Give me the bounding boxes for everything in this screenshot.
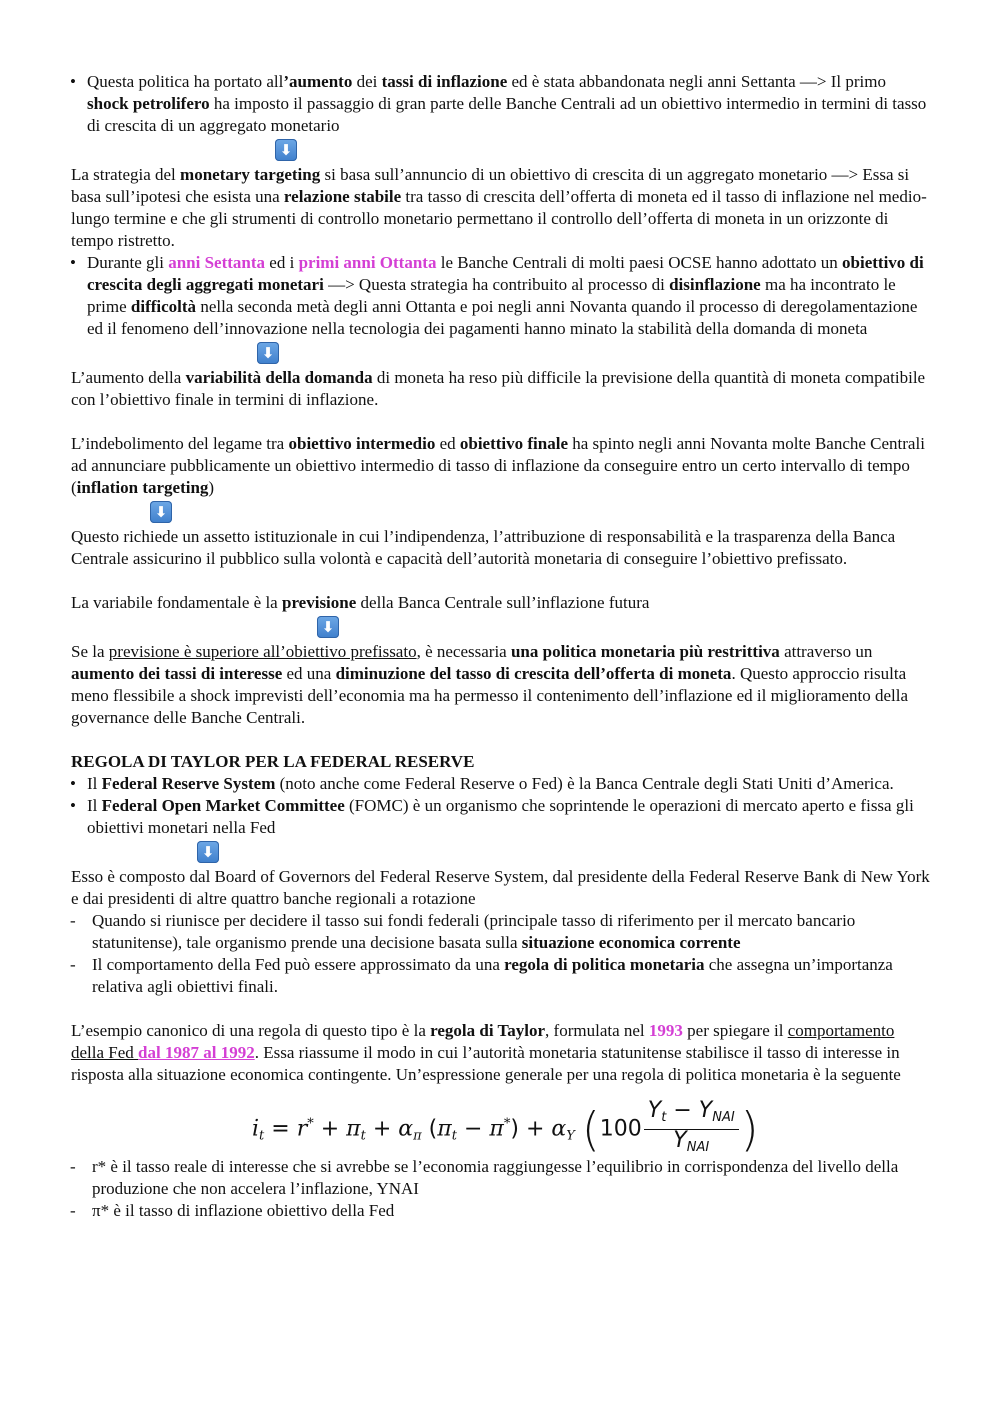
down-arrow-icon: ⬇ [257, 342, 279, 364]
text: ha imposto il passaggio di gran parte delle Banche Centrali ad un obiettivo intermedio in termini di tasso di crescita di un aggregato monetario [87, 94, 927, 135]
bold-text: difficoltà [130, 297, 197, 316]
bold-text: previsione [281, 593, 357, 612]
dash-marker: - [70, 1201, 76, 1220]
bold-text: una politica monetaria più restrittiva [510, 642, 780, 661]
underlined-text: comportamento della Fed [71, 1021, 895, 1062]
highlight-text: 1993 [648, 1021, 683, 1040]
dash-item: - Quando si riunisce per decidere il tasso sui fondi federali (principale tasso di riferimento per il mercato bancario statunitense), tale organismo prende una decisione basata sulla situazione economica corrente [70, 911, 856, 952]
down-arrow-icon: ⬇ [317, 616, 339, 638]
bullet-item: • Durante gli anni Settanta ed i primi anni Ottanta le Banche Centrali di molti paesi OCSE hanno adottato un obiettivo di crescita degli aggregati monetari —> Questa strategia ha contribuito al processo di disinflazione ma ha incontrato le prime difficoltà nella seconda metà degli anni Ottanta e poi negli anni Novanta quando il processo di deregolamentazione ed il fenomeno dell’innovazione nella tecnologia dei pagamenti hanno minato la stabilità della domanda di moneta [70, 253, 924, 338]
bold-text: aumento dei tassi di interesse [71, 664, 283, 683]
bold-text: shock petrolifero [87, 94, 210, 113]
bold-text: obiettivo finale [459, 434, 569, 453]
bold-text: tassi di inflazione [381, 72, 508, 91]
paragraph: La variabile fondamentale è la previsione della Banca Centrale sull’inflazione futura [71, 593, 650, 612]
dash-item: - r* è il tasso reale di interesse che si avrebbe se l’economia raggiungesse l’equilibrio in corrispondenza del livello della produzione che non accelera l’inflazione, YNAI [70, 1157, 899, 1198]
dash-marker: - [70, 1157, 76, 1176]
bold-text: obiettivo intermedio [288, 434, 436, 453]
bold-text: variabilità della domanda [185, 368, 373, 387]
bold-text: situazione economica corrente [521, 933, 741, 952]
bullet-marker: • [70, 774, 76, 793]
text: ed è stata abbandonata negli anni Settanta —> Il primo [507, 72, 886, 91]
underlined-text: previsione è superiore all’obiettivo prefissato [108, 642, 417, 661]
paragraph: L’esempio canonico di una regola di questo tipo è la regola di Taylor, formulata nel 1993 per spiegare il comportamento della Fed dal 1987 al 1992. Essa riassume il modo in cui l’autorità monetaria statunitense stabilisce il tasso di interesse in risposta alla situazione economica contingente. Un’espressione generale per una regola di politica monetaria è la seguente [71, 1021, 901, 1084]
bold-text: ’aumento [283, 72, 353, 91]
arrow-row [71, 137, 931, 164]
highlight-text: dal 1987 al 1992 [138, 1043, 255, 1062]
taylor-rule-formula: $i_t = r^* + \pi_t + \alpha_\pi$ $(\pi_t - \pi^*) + \alpha_Y$ (100 $\frac{Y_t - Y_{NAI}}{Y_{NAI}}$ ) [71, 1086, 931, 1156]
arrow-row [71, 499, 931, 526]
section-heading: REGOLA DI TAYLOR PER LA FEDERAL RESERVE [71, 752, 475, 771]
arrow-row [71, 839, 931, 866]
bold-text: regola di politica monetaria [504, 955, 705, 974]
text: Questa politica ha portato all [87, 72, 284, 91]
dash-item: - π* è il tasso di inflazione obiettivo della Fed [70, 1201, 395, 1220]
dash-item: - Il comportamento della Fed può essere approssimato da una regola di politica monetaria che assegna un’importanza relativa agli obiettivi finali. [70, 955, 893, 996]
bold-text: inflation targeting [76, 478, 209, 497]
bullet-marker: • [70, 72, 76, 91]
paragraph: L’aumento della variabilità della domanda di moneta ha reso più difficile la previsione della quantità di moneta compatibile con l’obiettivo finale in termini di inflazione. [71, 368, 926, 409]
dash-marker: - [70, 955, 76, 974]
dash-marker: - [70, 911, 76, 930]
bold-text: relazione stabile [283, 187, 402, 206]
bullet-item: • Il Federal Reserve System (noto anche come Federal Reserve o Fed) è la Banca Centrale degli Stati Uniti d’America. [70, 774, 894, 793]
paragraph: Se la previsione è superiore all’obiettivo prefissato, è necessaria una politica monetaria più restrittiva attraverso un aumento dei tassi di interesse ed una diminuzione del tasso di crescita dell’offerta di moneta. Questo approccio risulta meno flessibile a shock imprevisti dell’economia ma ha permesso il contenimento dell’inflazione ed il miglioramento della governance delle Banche Centrali. [71, 642, 909, 727]
bullet-marker: • [70, 253, 76, 272]
bold-text: diminuzione del tasso di crescita dell’offerta di moneta [335, 664, 732, 683]
down-arrow-icon: ⬇ [197, 841, 219, 863]
bold-text: Federal Reserve System [101, 774, 276, 793]
down-arrow-icon: ⬇ [150, 501, 172, 523]
paragraph: La strategia del monetary targeting si basa sull’annuncio di un obiettivo di crescita di un aggregato monetario —> Essa si basa sull’ipotesi che esista una relazione stabile tra tasso di crescita dell’offerta di moneta ed il tasso di inflazione nel medio-lungo termine e che gli strumenti di controllo monetario permettano il controllo dell’offerta di moneta in un orizzonte di tempo ristretto. [71, 165, 927, 250]
arrow-row [71, 614, 931, 641]
bold-text: Federal Open Market Committee [101, 796, 345, 815]
bullet-item [71, 71, 931, 137]
highlight-text: anni Settanta [168, 253, 266, 272]
bold-text: obiettivo di crescita degli aggregati monetari [87, 253, 924, 294]
bold-text: monetary targeting [180, 165, 321, 184]
arrow-row [71, 340, 931, 367]
paragraph: Questo richiede un assetto istituzionale in cui l’indipendenza, l’attribuzione di responsabilità e la trasparenza della Banca Centrale assicurino il pubblico sulla volontà e capacità dell’autorità monetaria di conseguire l’obiettivo prefissato. [71, 527, 896, 568]
down-arrow-icon: ⬇ [275, 139, 297, 161]
fraction: $\frac{Y_t - Y_{NAI}}{Y_{NAI}}$ [644, 1100, 739, 1159]
document-body [71, 71, 931, 1222]
paragraph: L’indebolimento del legame tra obiettivo intermedio ed obiettivo finale ha spinto negli anni Novanta molte Banche Centrali ad annunciare pubblicamente un obiettivo intermedio di tasso di inflazione da conseguire entro un certo intervallo di tempo (inflation targeting) [71, 434, 925, 497]
highlight-text: primi anni Ottanta [298, 253, 437, 272]
paragraph: Esso è composto dal Board of Governors del Federal Reserve System, dal presidente della Federal Reserve Bank di New York e dai presidenti di altre quattro banche regionali a rotazione [71, 867, 930, 908]
text: dei [352, 72, 382, 91]
bold-text: disinflazione [669, 275, 761, 294]
bullet-marker: • [70, 796, 76, 815]
bullet-item: • Il Federal Open Market Committee (FOMC) è un organismo che soprintende le operazioni di mercato aperto e fissa gli obiettivi monetari nella Fed [70, 796, 914, 837]
bold-text: regola di Taylor [430, 1021, 546, 1040]
